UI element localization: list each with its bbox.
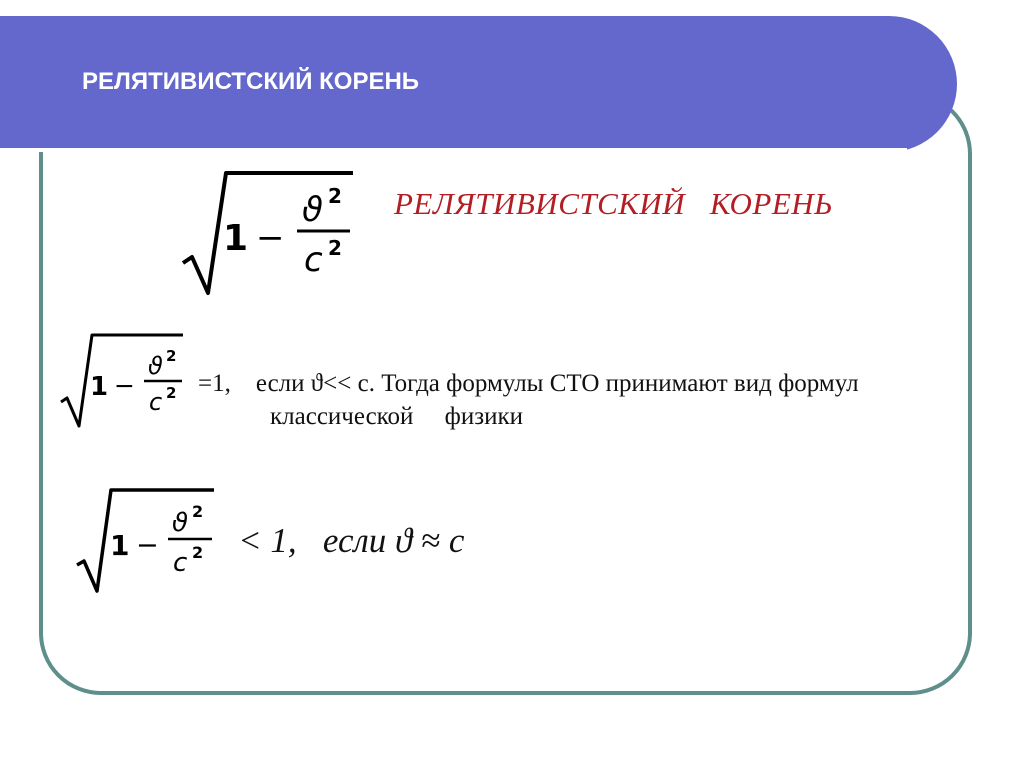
formula-one: 1 xyxy=(223,218,249,259)
formula-denominator: c xyxy=(304,240,323,280)
formula-num-exp: 2 xyxy=(328,184,342,208)
row2-condition: < 1, если ϑ ≈ c xyxy=(238,521,465,560)
formula-den-exp: 2 xyxy=(328,236,342,260)
formula-row2 xyxy=(74,485,224,595)
formula-one: 1 xyxy=(110,529,130,562)
slide-title: РЕЛЯТИВИСТСКИЙ КОРЕНЬ xyxy=(82,68,420,95)
formula-minus: − xyxy=(114,371,135,400)
formula-minus: − xyxy=(256,218,285,258)
formula-one: 1 xyxy=(90,372,109,402)
formula-denominator: c xyxy=(149,388,163,416)
formula-den-exp: 2 xyxy=(192,543,204,562)
formula-main xyxy=(178,165,358,300)
formula-numerator: ϑ xyxy=(302,190,324,230)
row1-line1: =1, если ϑ<< c. Тогда формулы СТО принимают вид формул xyxy=(198,370,859,397)
formula-numerator: ϑ xyxy=(148,352,163,380)
row1-line2: классической физики xyxy=(270,403,524,430)
formula-num-exp: 2 xyxy=(166,347,177,365)
formula-denominator: c xyxy=(173,548,188,578)
formula-num-exp: 2 xyxy=(192,502,204,521)
formula-den-exp: 2 xyxy=(166,384,177,402)
formula-row1 xyxy=(58,330,188,430)
header-rule xyxy=(0,148,907,152)
formula-minus: − xyxy=(136,530,159,561)
formula-numerator: ϑ xyxy=(172,508,189,538)
red-heading: РЕЛЯТИВИСТСКИЙ КОРЕНЬ xyxy=(394,186,833,221)
